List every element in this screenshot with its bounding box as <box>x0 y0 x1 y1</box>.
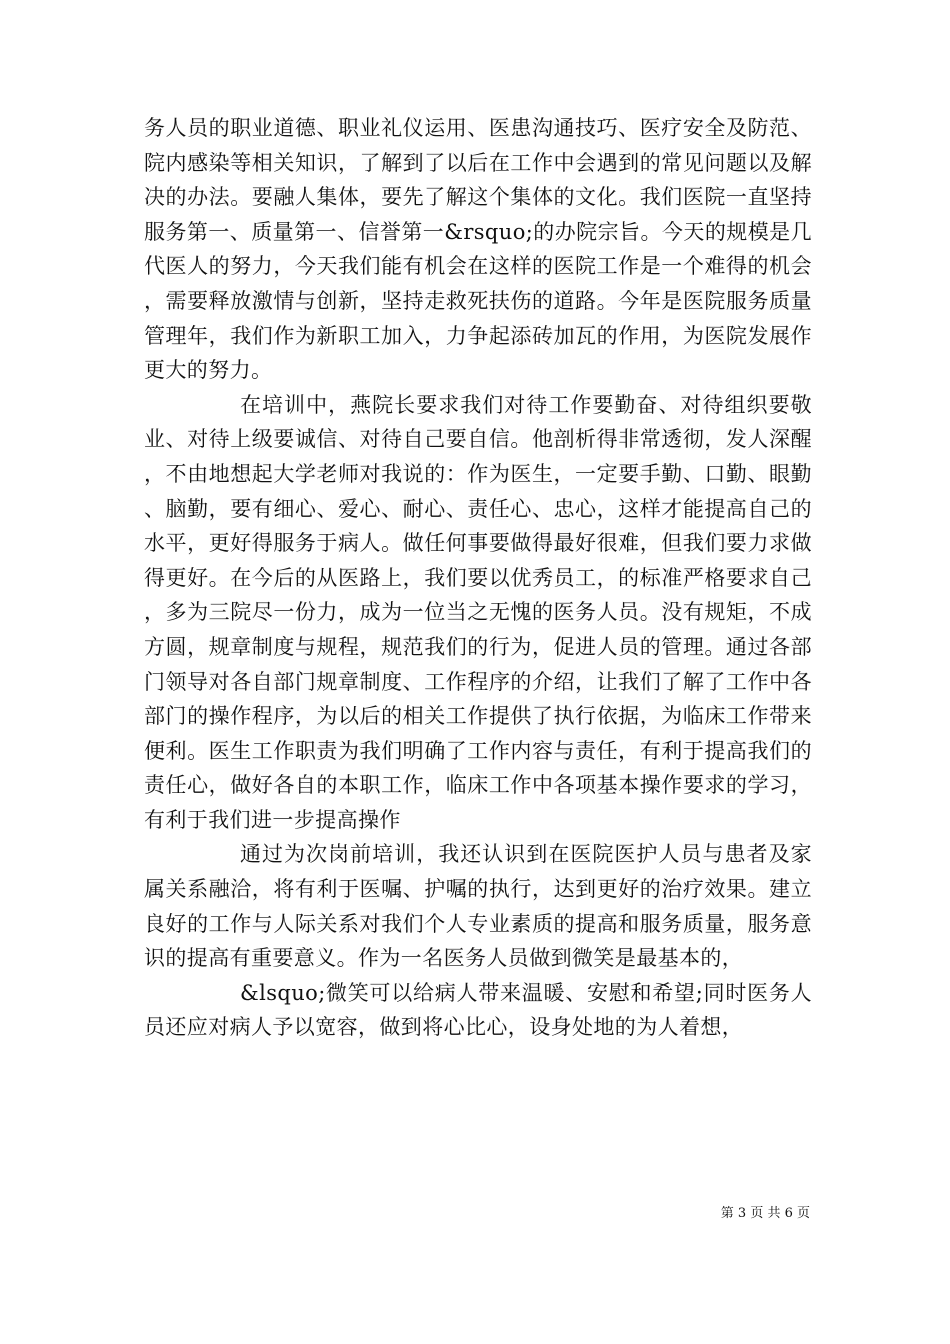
paragraph-2: 在培训中，燕院长要求我们对待工作要勤奋、对待组织要敬业、对待上级要诚信、对待自己要自信。他剖析得非常透彻，发人深醒，不由地想起大学老师对我说的：作为医生，一定要手勤、口勤、眼勤、脑勤，要有细心、爱心、耐心、责任心、忠心，这样才能提高自己的水平，更好得服务于病人。做任何事要做得最好很难，但我们要力求做得更好。在今后的从医路上，我们要以优秀员工，的标准严格要求自己，多为三院尽一份力，成为一位当之无愧的医务人员。没有规矩，不成方圆，规章制度与规程，规范我们的行为，促进人员的管理。通过各部门领导对各自部门规章制度、工作程序的介绍，让我们了解了工作中各部门的操作程序，为以后的相关工作提供了执行依据，为临床工作带来便利。医生工作职责为我们明确了工作内容与责任，有利于提高我们的责任心，做好各自的本职工作，临床工作中各项基本操作要求的学习，有利于我们进一步提高操作 <box>144 392 812 832</box>
paragraph-1: 务人员的职业道德、职业礼仪运用、医患沟通技巧、医疗安全及防范、院内感染等相关知识，了解到了以后在工作中会遇到的常见问题以及解决的办法。要融人集体，要先了解这个集体的文化。我们医院一直坚持服务第一、质量第一、信誉第一&rsquo;的办院宗旨。今天的规模是几代医人的努力，今天我们能有机会在这样的医院工作是一个难得的机会，需要释放激情与创新，坚持走救死扶伤的道路。今年是医院服务质量管理年，我们作为新职工加入，力争起添砖加瓦的作用，为医院发展作更大的努力。 <box>144 116 812 383</box>
page-number: 第 3 页 共 6 页 <box>720 1206 810 1221</box>
paragraph-4: &lsquo;微笑可以给病人带来温暖、安慰和希望;同时医务人员还应对病人予以宽容，做到将心比心，设身处地的为人着想， <box>144 980 812 1040</box>
document-body <box>144 111 812 1045</box>
paragraph-3: 通过为次岗前培训，我还认识到在医院医护人员与患者及家属关系融洽，将有利于医嘱、护嘱的执行，达到更好的治疗效果。建立良好的工作与人际关系对我们个人专业素质的提高和服务质量，服务意识的提高有重要意义。作为一名医务人员做到微笑是最基本的， <box>144 842 812 971</box>
